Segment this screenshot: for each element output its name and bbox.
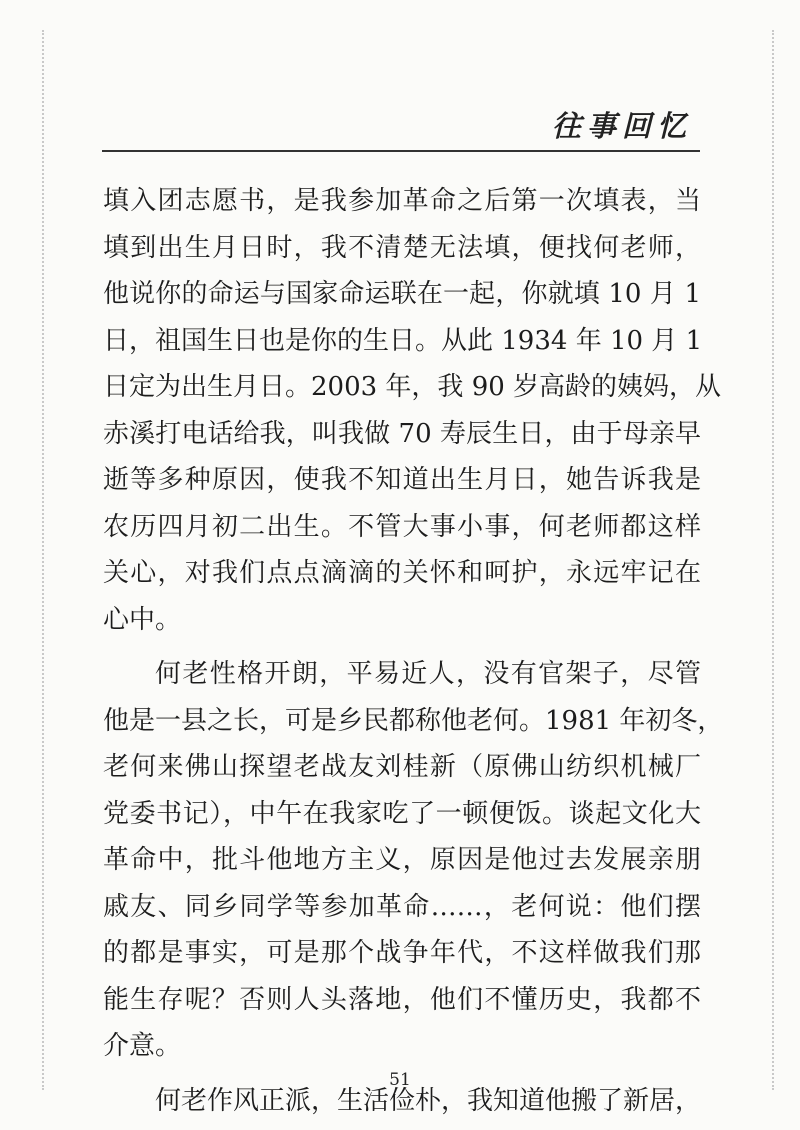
page-number: 51	[389, 1070, 411, 1090]
paragraph	[103, 651, 724, 1070]
text-line: 关心，对我们点点滴滴的关怀和呵护，永远牢记在	[103, 558, 701, 588]
text-line: 何老性格开朗，平易近人，没有官架子，尽管	[155, 659, 701, 689]
text-line: 革命中，批斗他地方主义，原因是他过去发展亲朋	[103, 845, 701, 875]
text-line: 戚友、同乡同学等参加革命……，老何说：他们摆	[103, 891, 701, 922]
text-line: 他说你的命运与国家命运联在一起，你就填 10 月 1	[103, 279, 701, 309]
text-line: 何老作风正派，生活俭朴，我知道他搬了新居，	[155, 1085, 702, 1116]
text-line: 他是一县之长，可是乡民都称他老何。1981 年初冬，	[103, 705, 724, 736]
text-line: 心中。	[103, 604, 182, 635]
right-margin-dots	[772, 30, 774, 1090]
running-header-title: 往事回忆	[551, 109, 692, 143]
text-line: 农历四月初二出生。不管大事小事，何老师都这样	[103, 511, 701, 542]
header-rule	[102, 150, 700, 152]
paragraph	[103, 178, 722, 643]
text-line: 填入团志愿书，是我参加革命之后第一次填表，当	[103, 186, 701, 216]
left-margin-dots	[42, 30, 44, 1090]
text-line: 的都是事实，可是那个战争年代，不这样做我们那	[103, 938, 701, 968]
text-line: 介意。	[103, 1031, 182, 1061]
text-line: 日定为出生月日。2003 年，我 90 岁高龄的姨妈，从	[103, 372, 722, 402]
text-line: 赤溪打电话给我，叫我做 70 寿辰生日，由于母亲早	[103, 418, 701, 449]
text-line: 能生存呢？否则人头落地，他们不懂历史，我都不	[103, 984, 701, 1015]
text-line: 逝等多种原因，使我不知道出生月日，她告诉我是	[103, 465, 701, 495]
text-line: 日，祖国生日也是你的生日。从此 1934 年 10 月 1	[103, 325, 703, 356]
text-line: 党委书记），中午在我家吃了一顿便饭。谈起文化大	[103, 798, 701, 829]
body-text	[103, 178, 724, 1124]
text-line: 填到出生月日时，我不清楚无法填，便找何老师，	[103, 232, 701, 263]
text-line: 老何来佛山探望老战友刘桂新（原佛山纺织机械厂	[103, 752, 701, 782]
